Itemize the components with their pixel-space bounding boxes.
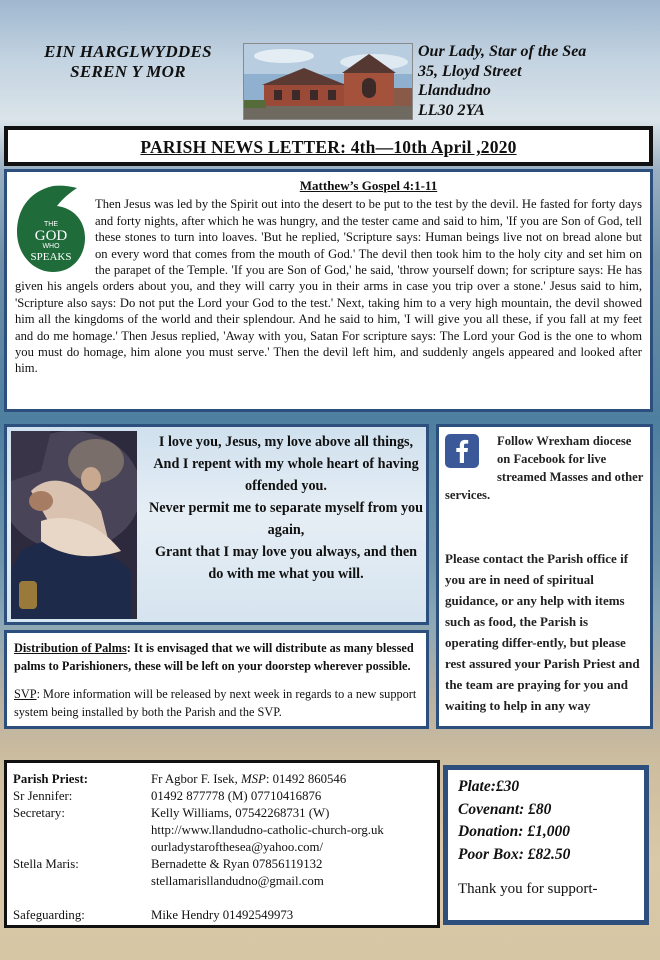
parish-contact-note: Please contact the Parish office if you are in need of spiritual guidance, or any help with items such as food, the Parish is operating differ-ently, but please rest assured your Parish Priest and the team are praying for you and waiting to help in any way <box>445 551 640 713</box>
palms-text: : It is envisaged that we will distribute as many blessed palms to Parishioners, these will be left on your doorstep wherever possible. <box>14 641 414 673</box>
logo-word-the: THE <box>44 221 58 229</box>
stella-maris-contact: Bernadette & Ryan 07856119132 <box>151 857 323 871</box>
parish-contacts-box <box>4 760 440 928</box>
plate-collection: Plate:£30 <box>458 778 520 795</box>
prayer-line-4: Grant that I may love you always, and then do with me what you will. <box>154 544 418 582</box>
parish-name-welsh <box>18 42 238 82</box>
address-line-4: LL30 2YA <box>418 101 485 119</box>
priest-phone: : 01492 860546 <box>265 772 347 786</box>
safeguarding-label: Safeguarding: <box>13 908 85 922</box>
priest-name: Fr Agbor F. Isek, <box>151 772 241 786</box>
prayer-line-3: Never permit me to separate myself from you again, <box>148 500 424 538</box>
covenant-collection: Covenant: £80 <box>458 800 552 818</box>
newsletter-title-bar <box>4 126 653 166</box>
church-photo <box>243 43 413 120</box>
stella-maris-email-link[interactable]: stellamarisllandudno@gmail.com <box>151 874 324 888</box>
parish-address <box>418 42 648 120</box>
logo-word-speaks: SPEAKS <box>30 251 72 264</box>
god-who-speaks-logo <box>13 182 87 276</box>
secretary-name: Kelly Williams, 07542268731 (W) <box>151 806 330 820</box>
logo-word-god: GOD <box>34 228 68 245</box>
prayer-line-1: I love you, Jesus, my love above all things, <box>158 434 414 450</box>
prayer-box <box>4 424 429 625</box>
priest-row <box>13 771 431 788</box>
palms-label: Distribution of Palms <box>14 641 127 655</box>
stella-maris-value <box>151 856 431 890</box>
secretary-row <box>13 805 431 856</box>
facebook-contact-box <box>436 424 653 729</box>
svp-text: : More information will be released by next week in regards to a new support system being installed by both the Parish and the SVP. <box>14 687 417 719</box>
poor-box-amount: Poor Box: £82.50 <box>458 845 571 863</box>
gospel-text: Then Jesus was led by the Spirit out into the desert to be put to the test by the devil. He fasted for forty days and forty nights, after which he was hungry, and the tester came and said to him, 'If you are Son of God, tell these stones to turn into loaves. 'But he replied, 'Scripture says: Human beings live not on bread alone but on every word that comes from the mouth of God.' The devil then took him to the holy city and set him on the parapet of the Temple. 'If you are Son of God,' he said, 'throw yourself down; for scripture says: He has given his angels orders about you, and they will carry you in their arms in case you trip over a stone.' Jesus said to him, 'Scripture also says: Do not put the Lord your God to the test.' Next, taking him to a very high mountain, the devil showed him all the kingdoms of the world and their splendour. And he said to him, 'I will give you all these, if you fall at my feet and do me homage.' Then Jesus replied, 'Away with you, Satan For scripture says: The Lord your God is the one to whom you must do homage, him alone you must serve.' Then the devil left him, and suddenly angels appeared and looked after him. <box>15 197 642 376</box>
prayer-line-2: And I repent with my whole heart of having offended you. <box>153 456 419 494</box>
jennifer-label: Sr Jennifer: <box>13 789 73 803</box>
gospel-heading: Matthew’s Gospel 4:1-11 <box>299 178 438 193</box>
jennifer-row <box>13 788 431 805</box>
pieta-painting <box>11 431 137 619</box>
welsh-name-line1: EIN HARGLWYDDES <box>44 42 212 61</box>
svp-notice <box>14 685 419 721</box>
website-link[interactable]: http://www.llandudno-catholic-church-org.uk <box>151 823 384 837</box>
svp-label: SVP <box>14 687 37 701</box>
safeguarding-value: Mike Hendry 01492549973 <box>151 908 294 922</box>
safeguarding-row <box>13 907 431 924</box>
welsh-name-line2: SEREN Y MOR <box>70 62 186 81</box>
parish-email-link[interactable]: ourladystarofthesea@yahoo.com/ <box>151 840 324 854</box>
newsletter-title: PARISH NEWS LETTER: 4th—10th April ,2020 <box>140 137 517 157</box>
facebook-icon[interactable] <box>445 434 479 468</box>
secretary-value <box>151 805 431 856</box>
thank-you-note: Thank you for support- <box>458 881 598 897</box>
donation-amount: Donation: £1,000 <box>458 823 570 840</box>
priest-value <box>151 771 431 788</box>
logo-word-who: WHO <box>42 243 60 251</box>
stella-maris-row <box>13 856 431 890</box>
facebook-follow-text: Follow Wrexham diocese on Facebook for live streamed Masses and other services. <box>445 434 644 502</box>
act-of-contrition-prayer <box>147 431 425 585</box>
stella-maris-label: Stella Maris: <box>13 857 79 871</box>
notices-box <box>4 630 429 729</box>
priest-label: Parish Priest: <box>13 772 88 786</box>
offerings-box <box>443 765 649 925</box>
priest-title: MSP <box>240 772 266 786</box>
address-line-3: Llandudno <box>418 82 491 99</box>
address-line-1: Our Lady, Star of the Sea <box>418 43 587 60</box>
palms-notice <box>14 639 419 675</box>
jennifer-value: 01492 877778 (M) 07710416876 <box>151 789 322 803</box>
address-line-2: 35, Lloyd Street <box>418 62 522 80</box>
gospel-reading-box <box>4 169 653 412</box>
secretary-label: Secretary: <box>13 806 65 820</box>
